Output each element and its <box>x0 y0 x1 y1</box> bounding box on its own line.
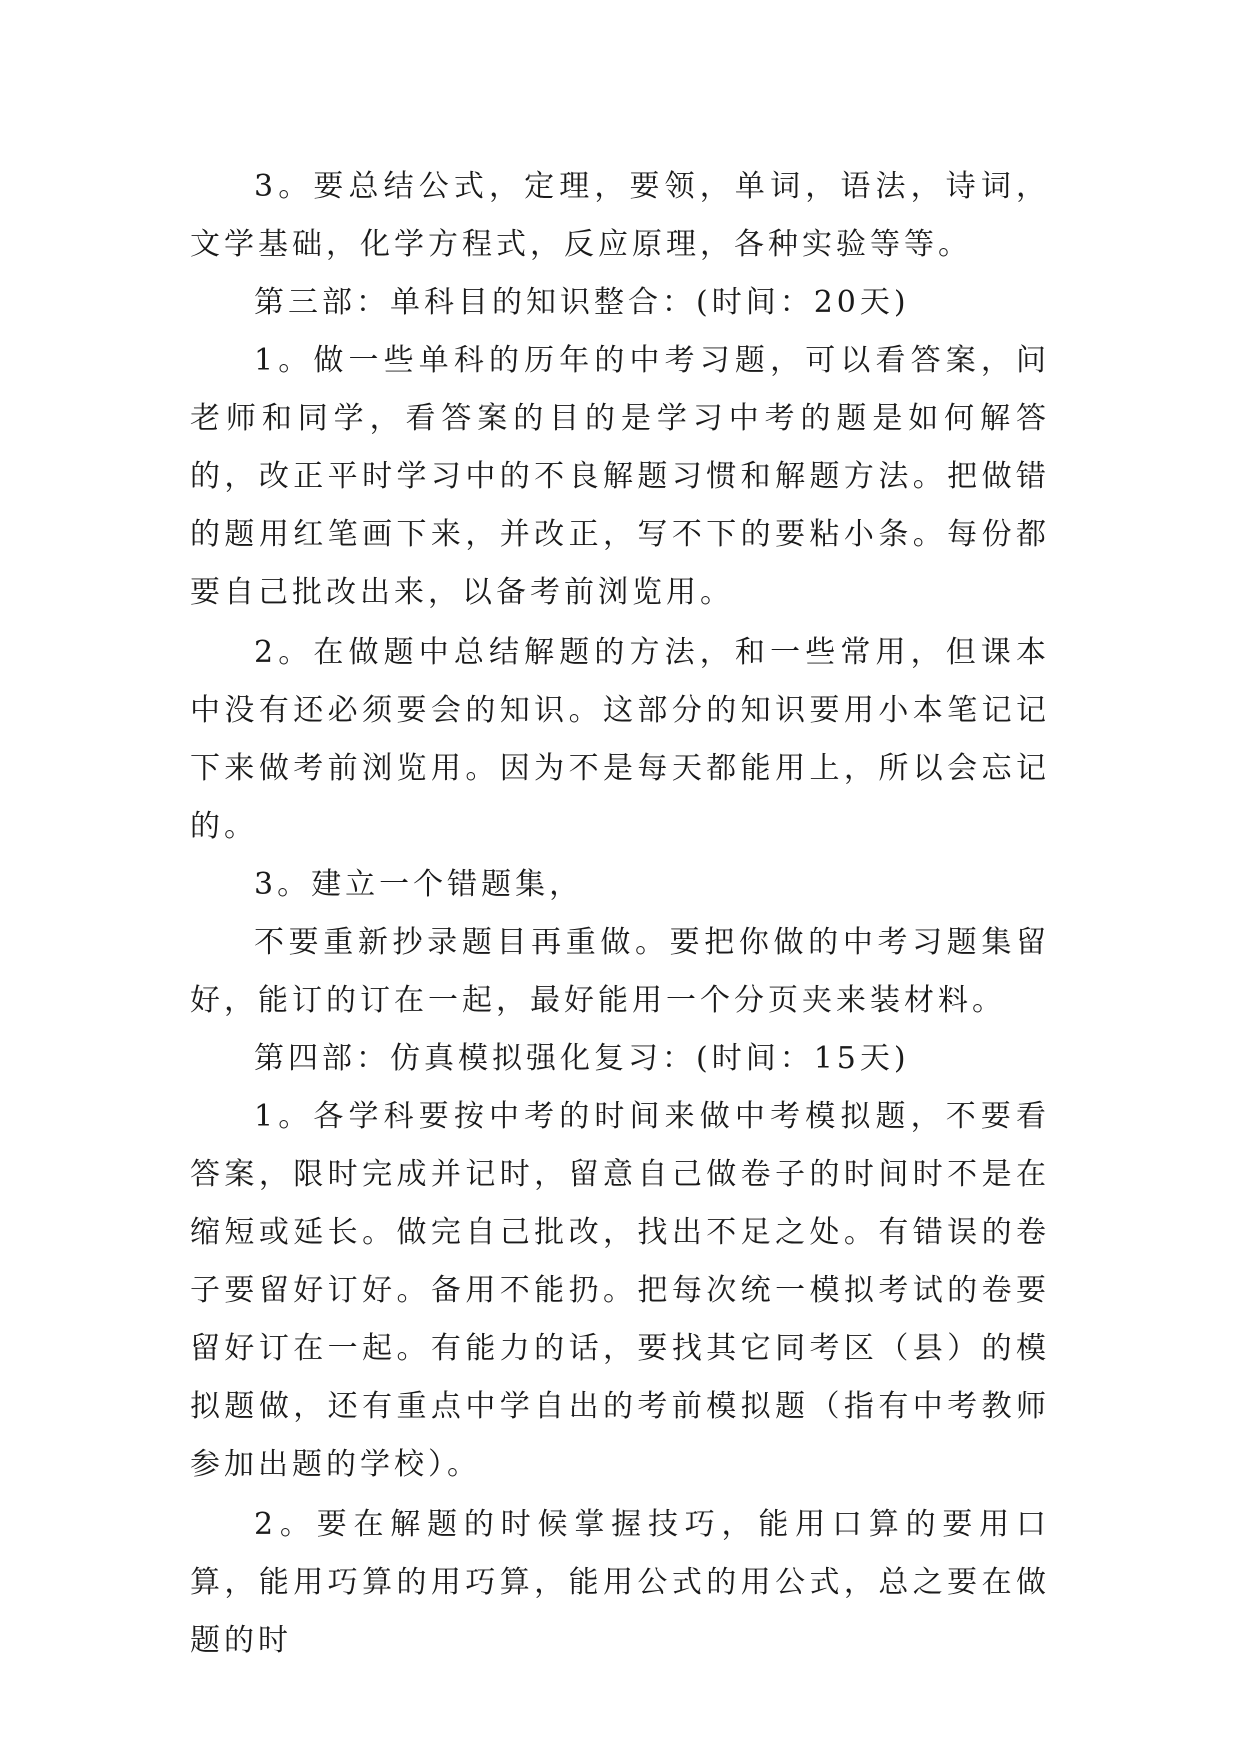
section-heading-part-three: 第三部：单科目的知识整合：(时间：20天) <box>254 285 910 320</box>
section-heading-part-four: 第四部：仿真模拟强化复习：(时间：15天) <box>254 1041 910 1076</box>
paragraph-keep-exercise-sets: 不要重新抄录题目再重做。要把你做的中考习题集留好，能订的订在一起，最好能用一个分页夹来装材料。 <box>190 925 1050 1018</box>
paragraph-formula-summary: 3。要总结公式，定理，要领，单词，语法，诗词，文学基础，化学方程式，反应原理，各种实验等等。 <box>190 169 1050 262</box>
paragraph-solving-methods: 2。在做题中总结解题的方法，和一些常用，但课本中没有还必须要会的知识。这部分的知识要用小本笔记记下来做考前浏览用。因为不是每天都能用上，所以会忘记的。 <box>190 635 1050 844</box>
paragraph-past-exam-practice: 1。做一些单科的历年的中考习题，可以看答案，问老师和同学，看答案的目的是学习中考的题是如何解答的，改正平时学习中的不良解题习惯和解题方法。把做错的题用红笔画下来，并改正，写不下的要粘小条。每份都要自己批改出来，以备考前浏览用。 <box>190 343 1050 610</box>
paragraph-solving-techniques: 2。要在解题的时候掌握技巧，能用口算的要用口算，能用巧算的用巧算，能用公式的用公式，总之要在做题的时 <box>190 1507 1050 1658</box>
document-body <box>190 158 1050 1670</box>
paragraph-mock-exams: 1。各学科要按中考的时间来做中考模拟题，不要看答案，限时完成并记时，留意自己做卷子的时间时不是在缩短或延长。做完自己批改，找出不足之处。有错误的卷子要留好订好。备用不能扔。把每次统一模拟考试的卷要留好订在一起。有能力的话，要找其它同考区（县）的模拟题做，还有重点中学自出的考前模拟题（指有中考教师参加出题的学校）。 <box>190 1099 1050 1482</box>
paragraph-error-collection: 3。建立一个错题集， <box>254 867 584 902</box>
